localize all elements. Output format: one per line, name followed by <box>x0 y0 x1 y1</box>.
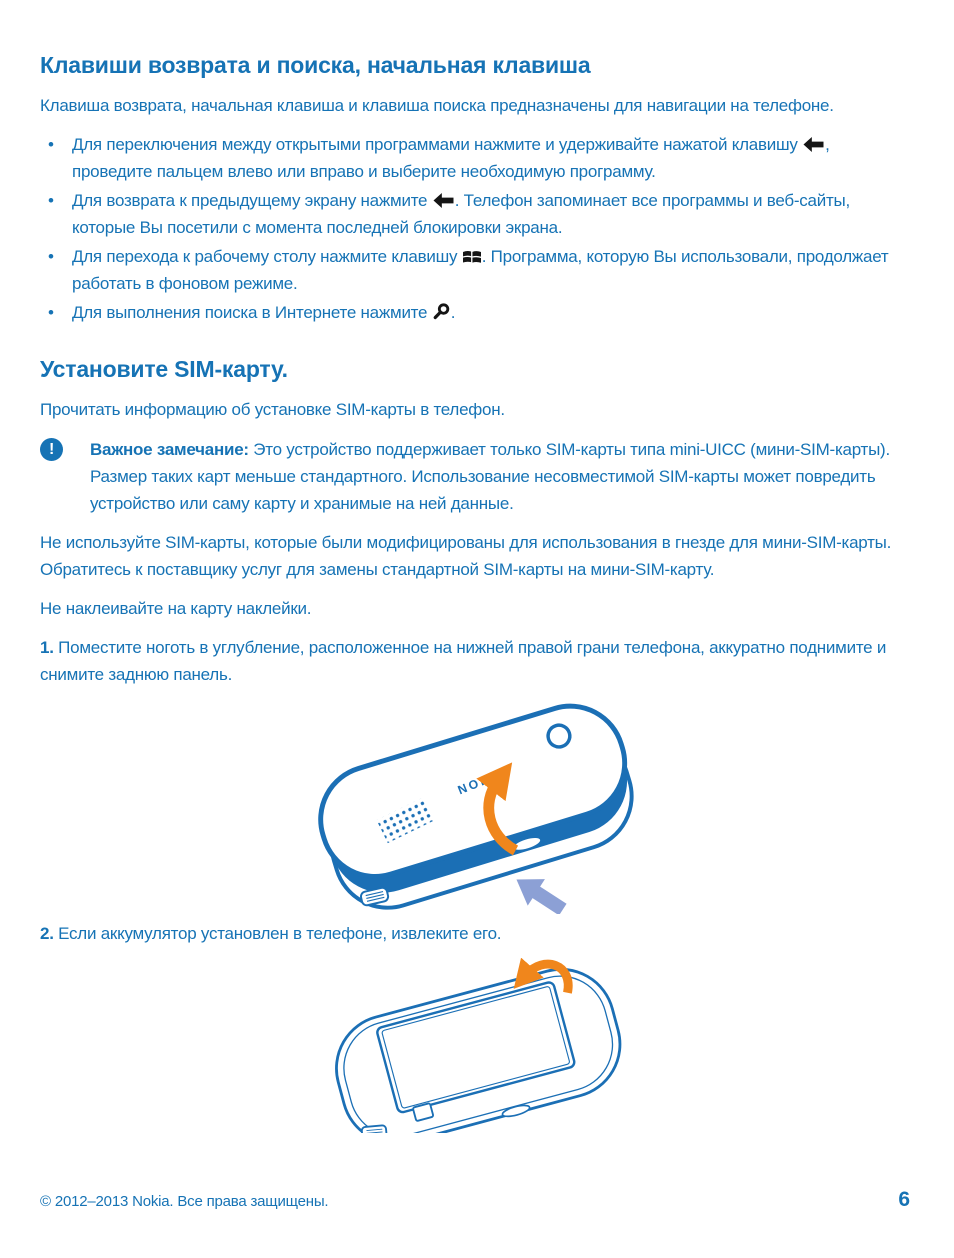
exclamation-icon: ! <box>40 438 63 461</box>
bullet-text-post: . <box>450 303 456 322</box>
copyright-text: © 2012–2013 Nokia. Все права защищены. <box>40 1193 329 1210</box>
bullet-text <box>72 299 914 326</box>
bullet-marker: • <box>48 191 54 210</box>
keys-intro-paragraph: Клавиша возврата, начальная клавиша и клавиша поиска предназначены для навигации на телефоне. <box>40 96 834 115</box>
section-title-sim: Установите SIM-карту. <box>40 356 288 382</box>
bullet-marker: • <box>48 135 54 154</box>
list-item <box>40 131 914 185</box>
bullet-text <box>72 131 914 185</box>
page-title: Клавиши возврата и поиска, начальная клавиша <box>40 52 591 78</box>
bullet-text-post: . Программа, которую Вы использовали, продолжает работать в фоновом режиме. <box>72 247 889 293</box>
phone-brand-label: NOKIA <box>455 764 510 798</box>
illustration-remove-battery <box>40 951 914 1133</box>
search-key-icon <box>433 303 450 320</box>
bullet-marker: • <box>48 247 54 266</box>
sim-intro-paragraph: Прочитать информацию об установке SIM-карты в телефон. <box>40 400 505 419</box>
important-note-body: Это устройство поддерживает только SIM-карты типа mini-UICC (мини-SIM-карты). Размер таких карт меньше стандартного. Использование несовместимой SIM-карты может повредить устройство или саму карту и хранимые на ней данные. <box>90 440 890 513</box>
bullet-text <box>72 243 914 297</box>
page-number: 6 <box>898 1188 910 1211</box>
bullet-text-pre: Для переключения между открытыми программами нажмите и удерживайте нажатой клавишу <box>72 135 803 154</box>
paragraph-stickers: Не наклеивайте на карту наклейки. <box>40 599 312 618</box>
keys-bullet-list <box>40 131 914 328</box>
list-item <box>40 299 914 326</box>
important-note-label: Важное замечание: <box>90 440 249 459</box>
paragraph-modified-sim: Не используйте SIM-карты, которые были модифицированы для использования в гнезде для мини-SIM-карты. Обратитесь к поставщику услуг для замены стандартной SIM-карты на мини-SIM-карту. <box>40 533 892 579</box>
page-footer <box>40 1188 914 1218</box>
bullet-text-pre: Для возврата к предыдущему экрану нажмите <box>72 191 432 210</box>
step-2 <box>40 920 914 947</box>
bullet-marker: • <box>48 303 54 322</box>
phone-back-cover-illustration <box>277 692 677 914</box>
bullet-text-post: , проведите пальцем влево или вправо и выберите необходимую программу. <box>72 135 830 181</box>
list-item <box>40 187 914 241</box>
press-notch-arrow-icon <box>508 866 572 914</box>
step-1 <box>40 634 914 688</box>
back-key-icon <box>803 137 824 152</box>
bullet-text-post: . Телефон запоминает все программы и веб-сайты, которые Вы посетили с момента последней блокировки экрана. <box>72 191 850 237</box>
step-number: 2. <box>40 924 54 943</box>
important-note <box>40 436 914 517</box>
bullet-text-pre: Для перехода к рабочему столу нажмите клавишу <box>72 247 462 266</box>
step-text: Поместите ноготь в углубление, расположенное на нижней правой грани телефона, аккуратно поднимите и снимите заднюю панель. <box>40 638 887 684</box>
step-text: Если аккумулятор установлен в телефоне, извлеките его. <box>53 924 502 943</box>
phone-battery-illustration <box>277 951 677 1133</box>
connector-port <box>362 1125 387 1133</box>
list-item <box>40 243 914 297</box>
important-note-text <box>90 436 914 517</box>
back-key-icon <box>433 193 454 208</box>
bullet-text-pre: Для выполнения поиска в Интернете нажмите <box>72 303 432 322</box>
step-number: 1. <box>40 638 54 657</box>
windows-key-icon <box>463 249 481 264</box>
illustration-remove-back-cover <box>40 692 914 914</box>
bullet-text <box>72 187 914 241</box>
